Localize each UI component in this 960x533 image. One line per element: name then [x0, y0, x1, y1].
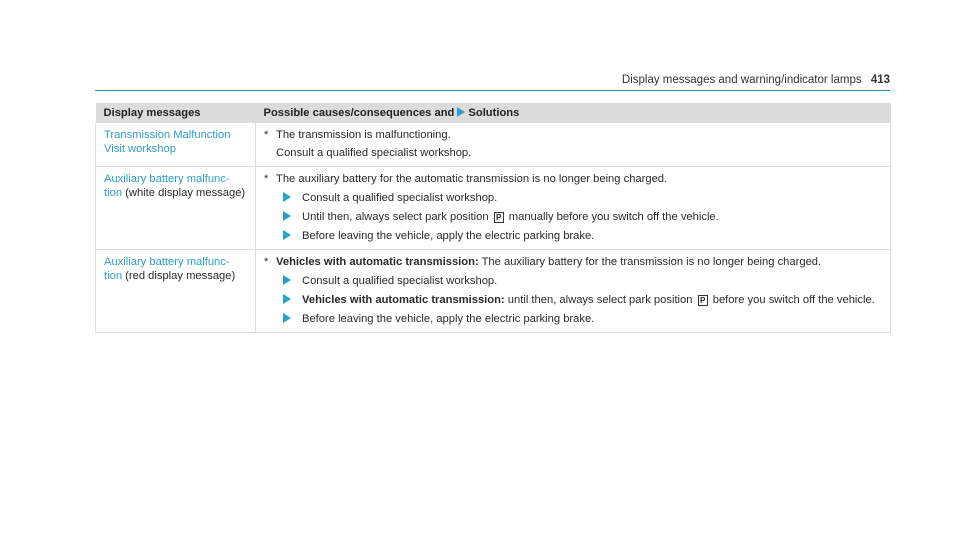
solution-arrow-icon: [283, 230, 291, 240]
solution-step-text: Before leaving the vehicle, apply the electric parking brake.: [302, 230, 595, 242]
table-row: [96, 123, 891, 167]
cause-solution-cell: [256, 167, 891, 250]
cause-marker: *: [264, 173, 269, 185]
park-position-icon: P: [698, 295, 708, 306]
table-row: [96, 250, 891, 333]
display-message-type: (white display message): [122, 187, 246, 199]
display-message-cell: [96, 167, 256, 250]
solution-step-text: Before leaving the vehicle, apply the electric parking brake.: [302, 313, 595, 325]
solution-arrow-icon: [283, 313, 291, 323]
solution-arrow-icon: [283, 192, 291, 202]
display-message-line1: Auxiliary battery malfunc-: [104, 173, 230, 185]
table-header-row: [96, 103, 891, 123]
solution-step: [264, 293, 882, 307]
page-header: [95, 74, 890, 86]
cause-condition: Vehicles with automatic transmission:: [276, 256, 479, 268]
col-header-display-messages: Display messages: [96, 103, 256, 123]
solution-step: [264, 191, 882, 205]
solution-arrow-icon: [283, 294, 291, 304]
display-messages-table: [95, 103, 891, 333]
cause: [264, 255, 882, 269]
solution-step-text: until then, always select park position: [504, 294, 693, 306]
display-message-line2: Visit workshop: [104, 143, 176, 155]
display-message-type: (red display message): [122, 270, 236, 282]
cause-continuation: Consult a qualified specialist workshop.: [276, 147, 472, 159]
solution-arrow-icon: [283, 275, 291, 285]
solution-step: [264, 210, 882, 224]
solution-step: [264, 229, 882, 243]
section-title: Display messages and warning/indicator lamps: [621, 74, 862, 86]
display-message-line1: Auxiliary battery malfunc-: [104, 256, 230, 268]
solution-step-text: Consult a qualified specialist workshop.: [302, 275, 498, 287]
header-rule: [95, 90, 890, 91]
col-header-causes-solutions: [256, 103, 891, 123]
display-message-line1: Transmission Malfunction: [104, 129, 231, 141]
cause: [264, 172, 882, 186]
solution-step-text-cont: before you switch off the vehicle.: [712, 294, 875, 306]
solution-arrow-icon: [457, 107, 465, 117]
page-number: 413: [870, 74, 890, 86]
solution-step: [264, 274, 882, 288]
solution-step-condition: Vehicles with automatic transmission:: [302, 294, 505, 306]
col-header-causes: Possible causes/consequences and: [263, 107, 455, 119]
cause-text: The auxiliary battery for the automatic transmission is no longer being charged.: [276, 173, 668, 185]
cause-text: The transmission is malfunctioning.: [276, 129, 451, 141]
cause-text: The auxiliary battery for the transmission is no longer being charged.: [478, 256, 822, 268]
display-message-cell: [96, 123, 256, 167]
display-message-line2: tion: [104, 187, 123, 199]
cause: [264, 128, 882, 142]
cause-marker: *: [264, 256, 269, 268]
display-message-line2: tion: [104, 270, 123, 282]
cause-marker: *: [264, 129, 269, 141]
solution-step-text-cont: manually before you switch off the vehicle.: [508, 211, 719, 223]
display-message-cell: [96, 250, 256, 333]
solution-step-text: Consult a qualified specialist workshop.: [302, 192, 498, 204]
solution-step-text: Until then, always select park position: [302, 211, 489, 223]
solution-arrow-icon: [283, 211, 291, 221]
cause-solution-cell: [256, 123, 891, 167]
solution-step: [264, 312, 882, 326]
park-position-icon: P: [494, 212, 504, 223]
table-row: [96, 167, 891, 250]
cause-solution-cell: [256, 250, 891, 333]
col-header-solutions: Solutions: [468, 107, 520, 119]
